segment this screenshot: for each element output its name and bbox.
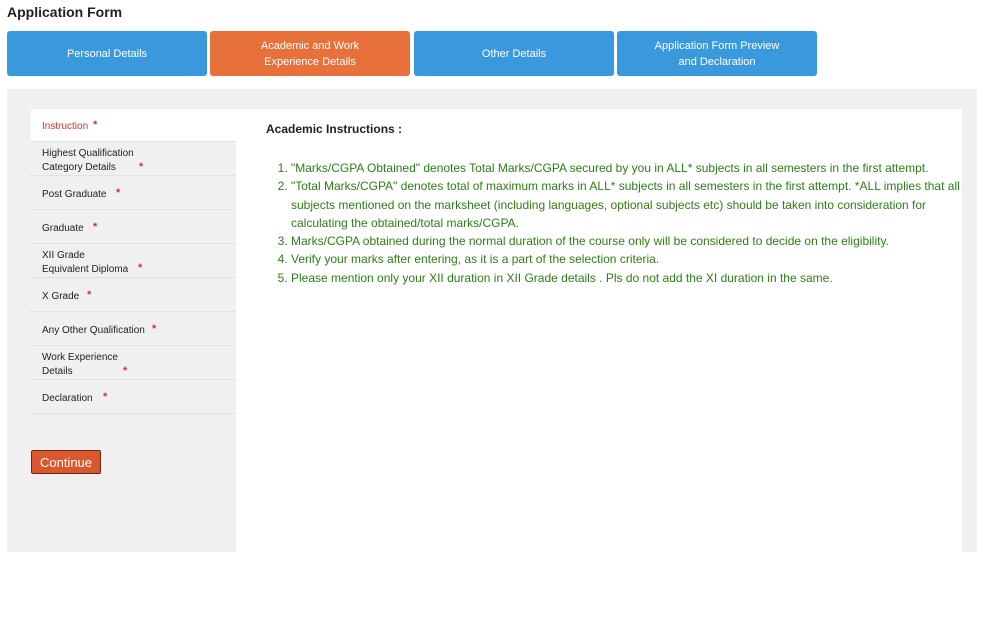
instructions-content bbox=[236, 109, 962, 552]
instruction-item: 5. Please mention only your XII duration in XII Grade details . Pls do not add the XI duration in the same. bbox=[291, 269, 971, 287]
required-marker: * bbox=[87, 289, 92, 301]
required-marker: * bbox=[103, 391, 108, 403]
required-marker: * bbox=[93, 221, 98, 233]
tab-label: Personal Details bbox=[66, 47, 148, 60]
sidebar-item-label: Instruction bbox=[42, 121, 89, 132]
sidebar-item-label: Any Other Qualification bbox=[42, 325, 145, 336]
tab-academic-work-experience[interactable] bbox=[210, 31, 410, 76]
sidebar-item-label: XII Grade Equivalent Diploma bbox=[42, 250, 129, 275]
sidebar-item-label: Declaration bbox=[42, 393, 93, 404]
tab-personal-details[interactable] bbox=[7, 31, 207, 76]
required-marker: * bbox=[138, 262, 143, 274]
continue-button[interactable]: Continue bbox=[31, 450, 101, 474]
sidebar-item-any-other-qualification[interactable] bbox=[31, 313, 236, 346]
page-title: Application Form bbox=[7, 4, 123, 20]
sidebar-item-post-graduate[interactable] bbox=[31, 177, 236, 210]
sidebar-item-xii-grade[interactable] bbox=[31, 245, 236, 278]
tab-preview-declaration[interactable] bbox=[617, 31, 817, 76]
sidebar-item-label: Graduate bbox=[42, 223, 84, 234]
tab-label: Academic and Work Experience Details bbox=[260, 39, 360, 68]
required-marker: * bbox=[152, 323, 157, 335]
tab-other-details[interactable] bbox=[414, 31, 614, 76]
sidebar-item-label: Work Experience Details bbox=[42, 352, 118, 377]
sidebar-item-label: X Grade bbox=[42, 291, 80, 302]
tab-label: Application Form Preview and Declaration bbox=[654, 39, 780, 68]
tab-label: Other Details bbox=[481, 47, 547, 60]
content-title: Academic Instructions : bbox=[266, 122, 403, 136]
required-marker: * bbox=[93, 119, 98, 131]
required-marker: * bbox=[123, 365, 128, 377]
required-marker: * bbox=[139, 161, 144, 173]
required-marker: * bbox=[116, 187, 121, 199]
instructions-list bbox=[266, 159, 971, 287]
section-sidebar bbox=[31, 109, 236, 552]
instruction-item: 3. Marks/CGPA obtained during the normal duration of the course only will be considered to decide on the eligibility. bbox=[291, 232, 971, 250]
sidebar-item-declaration[interactable] bbox=[31, 381, 236, 414]
sidebar-item-highest-qualification[interactable] bbox=[31, 143, 236, 176]
form-panel bbox=[7, 89, 977, 552]
sidebar-item-x-grade[interactable] bbox=[31, 279, 236, 312]
sidebar-item-label: Highest Qualification Category Details bbox=[42, 148, 134, 173]
sidebar-item-label: Post Graduate bbox=[42, 189, 107, 200]
instruction-item: 1. "Marks/CGPA Obtained" denotes Total Marks/CGPA secured by you in ALL* subjects in all semesters in the first attempt. bbox=[291, 159, 971, 177]
instruction-item: 2. "Total Marks/CGPA" denotes total of maximum marks in ALL* subjects in all semesters in the first attempt. *ALL implies that all subjects mentioned on the marksheet (including languages, optional subjects etc) should be taken into consideration for calculating the obtained/total marks/CGPA. bbox=[291, 177, 971, 232]
sidebar-item-work-experience[interactable] bbox=[31, 347, 236, 380]
instruction-item: 4. Verify your marks after entering, as it is a part of the selection criteria. bbox=[291, 250, 971, 268]
sidebar-item-graduate[interactable] bbox=[31, 211, 236, 244]
sidebar-item-instruction[interactable] bbox=[31, 109, 236, 142]
